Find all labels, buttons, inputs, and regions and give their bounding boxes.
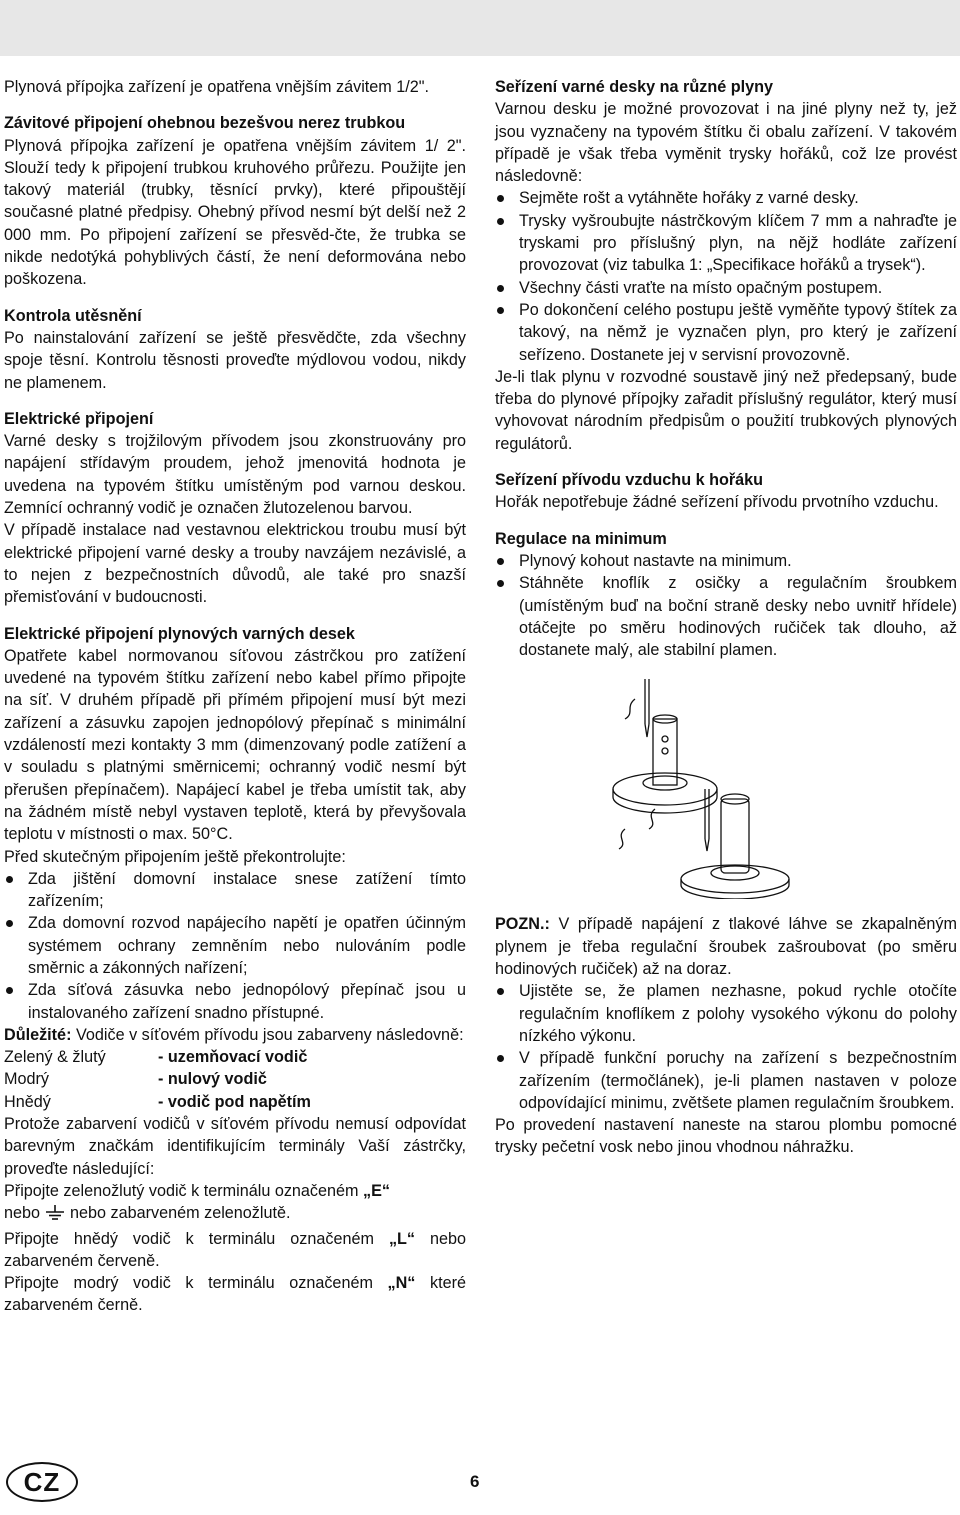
screwdriver-adjustment-illustration (595, 679, 795, 899)
section-text-air-supply: Hořák nepotřebuje žádné seřízení přívodu prvotního vzduchu. (495, 493, 939, 512)
list-item: Zda jištění domovní instalace snese zatížení tímto zařízením; (4, 868, 466, 913)
intro-paragraph: Plynová přípojka zařízení je opatřena vnějším závitem 1/2". (4, 78, 430, 96)
section-text-electrical-1: Varné desky s trojžilovým přívodem jsou zkonstruovány pro napájení střídavým proudem, jehož jmenovitá hodnota je uvedena na typovém štítku umístěným pod varnou deskou. Zemnící ochranný vodič je označen žlutozelenou barvou. (4, 432, 466, 518)
wire-color: Hnědý (4, 1092, 51, 1111)
list-item: Zda síťová zásuvka nebo jednopólový přepínač jsou u instalovaného zařízení snadno přístupné. (4, 979, 466, 1024)
list-item: Po dokončení celého postupu ještě vyměňte typový štítek za takový, na němž je vyznačen plyn, pro který je zařízení seřízeno. Dostanete jej v servisní provozovně. (495, 299, 957, 366)
country-badge: CZ (6, 1462, 78, 1502)
wire-role: - uzemňovací vodič (158, 1048, 308, 1067)
wire-role: - vodič pod napětím (158, 1092, 311, 1111)
section-title-thread-connection: Závitové připojení ohebnou bezešvou nerez trubkou (4, 114, 406, 133)
wire-role: - nulový vodič (158, 1070, 267, 1089)
left-column (4, 76, 466, 1317)
terminal-e-label: „E“ (363, 1181, 391, 1200)
section-title-seal-check: Kontrola utěsnění (4, 306, 142, 325)
section-text-seal-check: Po nainstalování zařízení se ještě přesvědčte, zda všechny spoje těsní. Kontrolu těsnosti proveďte mýdlovou vodou, nikdy ne plamenem. (4, 328, 466, 392)
wire-color: Modrý (4, 1070, 49, 1089)
minimum-regulation-steps (495, 550, 957, 661)
list-item: Sejměte rošt a vytáhněte hořáky z varné desky. (495, 187, 957, 209)
wire-color-table (4, 1046, 466, 1113)
section-text-gas-hobs-3: Protože zabarvení vodičů v síťovém přívodu nemusí odpovídat barevným značkám identifikujícím terminály Vaší zástrčky, proveďte následující: (4, 1115, 466, 1178)
list-item: Zda domovní rozvod napájecího napětí je opatřen účinným systémem ochrany zemněním nebo nulováním podle směrnic a zákonných nařízení; (4, 912, 466, 979)
section-title-minimum-regulation: Regulace na minimum (495, 529, 667, 548)
section-text-gas-hobs-2: Před skutečným připojením ještě překontrolujte: (4, 847, 346, 866)
check-list (4, 868, 466, 1024)
note-text: V případě napájení z tlakové láhve se zkapalněným plynem je třeba regulační šroubek zašroubovat (po směru hodinových ručiček) až na doraz. (495, 915, 957, 979)
terminal-e-instruction: Připojte zelenožlutý vodič k terminálu označeném „E“ (4, 1181, 391, 1200)
note-list (495, 980, 957, 1114)
list-item: Ujistěte se, že plamen nezhasne, pokud rychle otočíte regulačním knoflíkem z polohy vysokého výkonu do polohy nízkého výkonu. (495, 980, 957, 1047)
section-text-pressure: Je-li tlak plynu v rozvodné soustavě jiný než předepsaný, bude třeba do plynové přípojky zařadit příslušný regulátor, který musí vyhovovat národním předpisům o použití trubkových plynových regulátorů. (495, 367, 957, 453)
list-item: V případě funkční poruchy na zařízení s bezpečnostním zařízením (termočlánek), je-li plamen nastaven v poloze odpovídající minimu, zvětšete plamen regulačním šroubkem. (495, 1047, 957, 1114)
important-label: Důležité: (4, 1025, 72, 1044)
section-title-electrical-gas-hobs: Elektrické připojení plynových varných desek (4, 624, 355, 643)
note-paragraph (495, 913, 957, 980)
right-column (495, 76, 957, 1159)
section-text-thread-connection: Plynová přípojka zařízení je opatřena vnějším závitem 1/ 2". Slouží tedy k připojení trubkou kruhového průřezu. Použijte jen takový materiál (trubky, těsnící prvky), které připouštějí současné platné předpisy. Ohebný přívod nesmí být delší než 2 000 mm. Po připojení zařízení se přesvěd-čte, že trubka se nikde nedotýká pohyblivých částí, že není deformována nebo poškozena. (4, 136, 466, 289)
wire-color: Zelený & žlutý (4, 1048, 106, 1067)
list-item: Všechny části vraťte na místo opačným postupem. (495, 277, 957, 299)
list-item: Plynový kohout nastavte na minimum. (495, 550, 957, 572)
section-text-gas-adjustment: Varnou desku je možné provozovat i na jiné plyny než ty, jež jsou vyznačeny na typovém štítku či obalu zařízení. V takovém případě je však třeba vyměnit trysky hořáků, což lze provést následovně: (495, 100, 957, 186)
section-text-electrical-2: V případě instalace nad vestavnou elektrickou troubu musí být elektrické připojení varné desky a trouby navzájem nezávislé, a to nejen z bezpečnostních důvodů, ale také pro snazší přemisťování v budoucnosti. (4, 521, 466, 607)
section-title-air-supply: Seřízení přívodu vzduchu k hořáku (495, 471, 764, 490)
top-banner (0, 0, 960, 56)
page-number: 6 (470, 1472, 480, 1491)
terminal-l-label: „L“ (388, 1229, 416, 1248)
earth-ground-icon (44, 1205, 66, 1227)
terminal-e-alt-instruction: nebo nebo zabarveném zelenožlutě. (4, 1202, 466, 1227)
important-paragraph (4, 1024, 466, 1046)
note-label: POZN.: (495, 915, 550, 934)
terminal-n-instruction: Připojte modrý vodič k terminálu označeném „N“ které zabarveném černě. (4, 1274, 466, 1315)
note-final-paragraph: Po provedení nastavení naneste na starou plombu pomocné trysky pečetní vosk nebo jinou vhodnou náhražku. (495, 1116, 957, 1157)
terminal-l-instruction: Připojte hnědý vodič k terminálu označeném „L“ nebo zabarveném červeně. (4, 1229, 466, 1270)
list-item: Stáhněte knoflík z osičky a regulačním šroubkem (umístěným buď na boční straně desky nebo uvnitř hřídele) otáčejte po směru hodinových ručiček tak dlouho, až dostanete malý, ale stabilní plamen. (495, 572, 957, 661)
important-text: Vodiče v síťovém přívodu jsou zabarveny následovně: (71, 1025, 464, 1044)
terminal-n-label: „N“ (387, 1274, 416, 1293)
list-item: Trysky vyšroubujte nástrčkovým klíčem 7 mm a nahraďte je tryskami pro příslušný plyn, na nějž hodláte zařízení provozovat (viz tabulka 1: „Specifikace hořáků a trysek“). (495, 210, 957, 277)
section-title-gas-adjustment: Seřízení varné desky na různé plyny (495, 78, 774, 96)
section-title-electrical: Elektrické připojení (4, 409, 154, 428)
section-text-gas-hobs-1: Opatřete kabel normovanou síťovou zástrčkou pro zatížení uvedené na typovém štítku zařízení nebo kabel přímo připojte na síť. V druhém případě při přímém připojení musí být mezi zařízení a zásuvku zapojen jednopólový přepínač s minimální vzdáleností mezi kontakty 3 mm (dimenzovaný podle zatížení a v souladu s platnými směrnicemi; ochranný vodič nesmí být přerušen přepínačem). Napájecí kabel je třeba umístit tak, aby na žádném místě nebyl vystaven teplotě, která by převyšovala teplotu v místnosti o max. 50°C. (4, 646, 466, 844)
gas-adjustment-steps (495, 187, 957, 365)
